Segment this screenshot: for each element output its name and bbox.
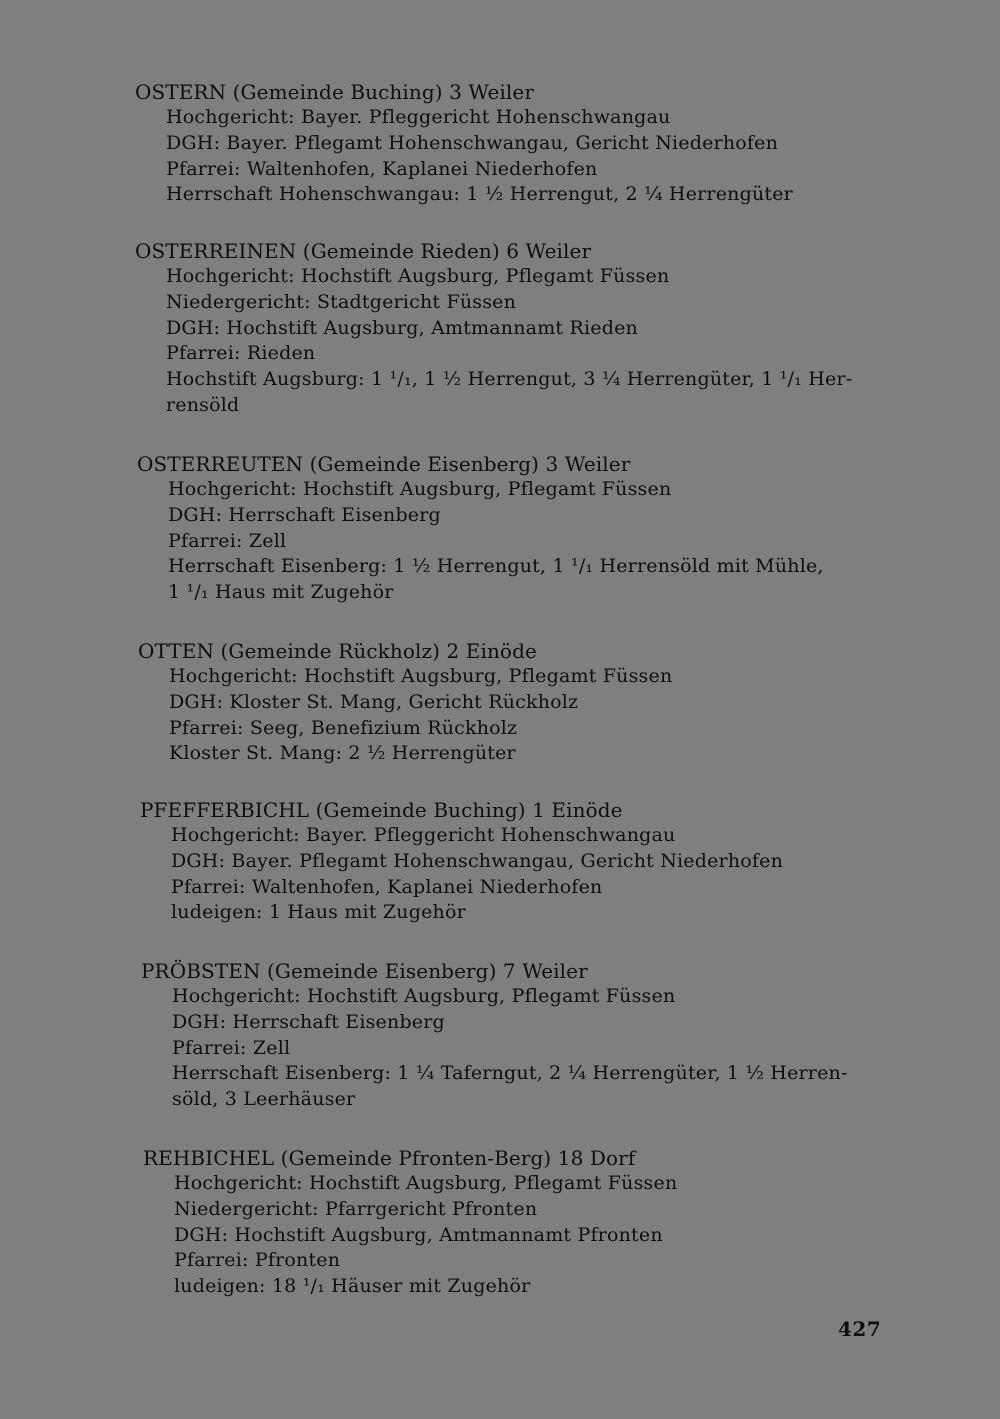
entry-pfefferbichl	[140, 797, 890, 926]
entry-line: ludeigen: 18 ¹/₁ Häuser mit Zugehör	[174, 1275, 531, 1298]
entry-line: söld, 3 Leerhäuser	[172, 1088, 356, 1111]
entry-otten	[138, 638, 888, 767]
entry-line: Niedergericht: Pfarrgericht Pfronten	[174, 1197, 538, 1220]
entry-line: Niedergericht: Stadtgericht Füssen	[166, 290, 517, 313]
entry-line: Herrschaft Eisenberg: 1 ½ Herrengut, 1 ¹/₁ Herrensöld mit Mühle,	[168, 555, 824, 578]
entry-heading: OSTERN (Gemeinde Buching) 3 Weiler	[135, 80, 534, 104]
entry-line: Pfarrei: Waltenhofen, Kaplanei Niederhofen	[166, 157, 598, 180]
entry-line: Hochgericht: Hochstift Augsburg, Pflegamt Füssen	[172, 985, 676, 1007]
entry-heading: OSTERREUTEN (Gemeinde Eisenberg) 3 Weiler	[137, 452, 631, 476]
entry-osterreuten	[137, 451, 887, 606]
entry-line: Pfarrei: Waltenhofen, Kaplanei Niederhofen	[171, 875, 603, 898]
entry-heading: PFEFFERBICHL (Gemeinde Buching) 1 Einöde	[140, 798, 623, 822]
entry-line: DGH: Bayer. Pflegamt Hohenschwangau, Gericht Niederhofen	[166, 131, 779, 154]
entry-line: 1 ¹/₁ Haus mit Zugehör	[168, 581, 394, 604]
entry-line: Hochgericht: Hochstift Augsburg, Pflegamt Füssen	[166, 265, 670, 287]
entry-line: Hochgericht: Hochstift Augsburg, Pflegamt Füssen	[168, 478, 672, 500]
entry-line: Herrschaft Hohenschwangau: 1 ½ Herrengut, 2 ¼ Herrengüter	[166, 183, 793, 206]
entry-line: Herrschaft Eisenberg: 1 ¼ Taferngut, 2 ¼ Herrengüter, 1 ½ Herren-	[172, 1062, 848, 1085]
entry-line: Hochgericht: Bayer. Pfleggericht Hohenschwangau	[166, 106, 671, 128]
entry-line: rensöld	[166, 393, 240, 416]
entry-line: DGH: Hochstift Augsburg, Amtmannamt Pfronten	[174, 1223, 663, 1246]
entry-line: DGH: Bayer. Pflegamt Hohenschwangau, Gericht Niederhofen	[171, 849, 784, 872]
entry-ostern	[135, 79, 885, 208]
entry-line: Hochgericht: Hochstift Augsburg, Pflegamt Füssen	[174, 1172, 678, 1194]
entry-line: Hochstift Augsburg: 1 ¹/₁, 1 ½ Herrengut, 3 ¼ Herrengüter, 1 ¹/₁ Her-	[166, 368, 853, 391]
entry-line: Hochgericht: Bayer. Pfleggericht Hohenschwangau	[171, 824, 676, 846]
entry-line: DGH: Herrschaft Eisenberg	[172, 1010, 445, 1033]
entry-line: Kloster St. Mang: 2 ½ Herrengüter	[169, 742, 516, 765]
entry-line: Pfarrei: Rieden	[166, 342, 316, 365]
entry-line: DGH: Kloster St. Mang, Gericht Rückholz	[169, 690, 579, 713]
entry-proebsten	[141, 958, 891, 1113]
entry-line: DGH: Hochstift Augsburg, Amtmannamt Rieden	[166, 316, 638, 339]
entry-line: Pfarrei: Zell	[172, 1036, 291, 1059]
entry-osterreinen	[135, 238, 885, 419]
entry-line: Pfarrei: Seeg, Benefizium Rückholz	[169, 716, 518, 739]
entry-line: Hochgericht: Hochstift Augsburg, Pflegamt Füssen	[169, 665, 673, 687]
entry-line: DGH: Herrschaft Eisenberg	[168, 503, 441, 526]
entry-line: ludeigen: 1 Haus mit Zugehör	[171, 901, 466, 924]
entry-heading: REHBICHEL (Gemeinde Pfronten-Berg) 18 Dorf	[143, 1146, 636, 1170]
entry-heading: OSTERREINEN (Gemeinde Rieden) 6 Weiler	[135, 239, 592, 263]
entry-heading: PRÖBSTEN (Gemeinde Eisenberg) 7 Weiler	[141, 959, 588, 983]
entry-line: Pfarrei: Zell	[168, 529, 287, 552]
entry-line: Pfarrei: Pfronten	[174, 1249, 341, 1272]
entry-rehbichel	[143, 1145, 893, 1300]
page-number: 427	[838, 1317, 882, 1341]
entry-heading: OTTEN (Gemeinde Rückholz) 2 Einöde	[138, 639, 537, 663]
